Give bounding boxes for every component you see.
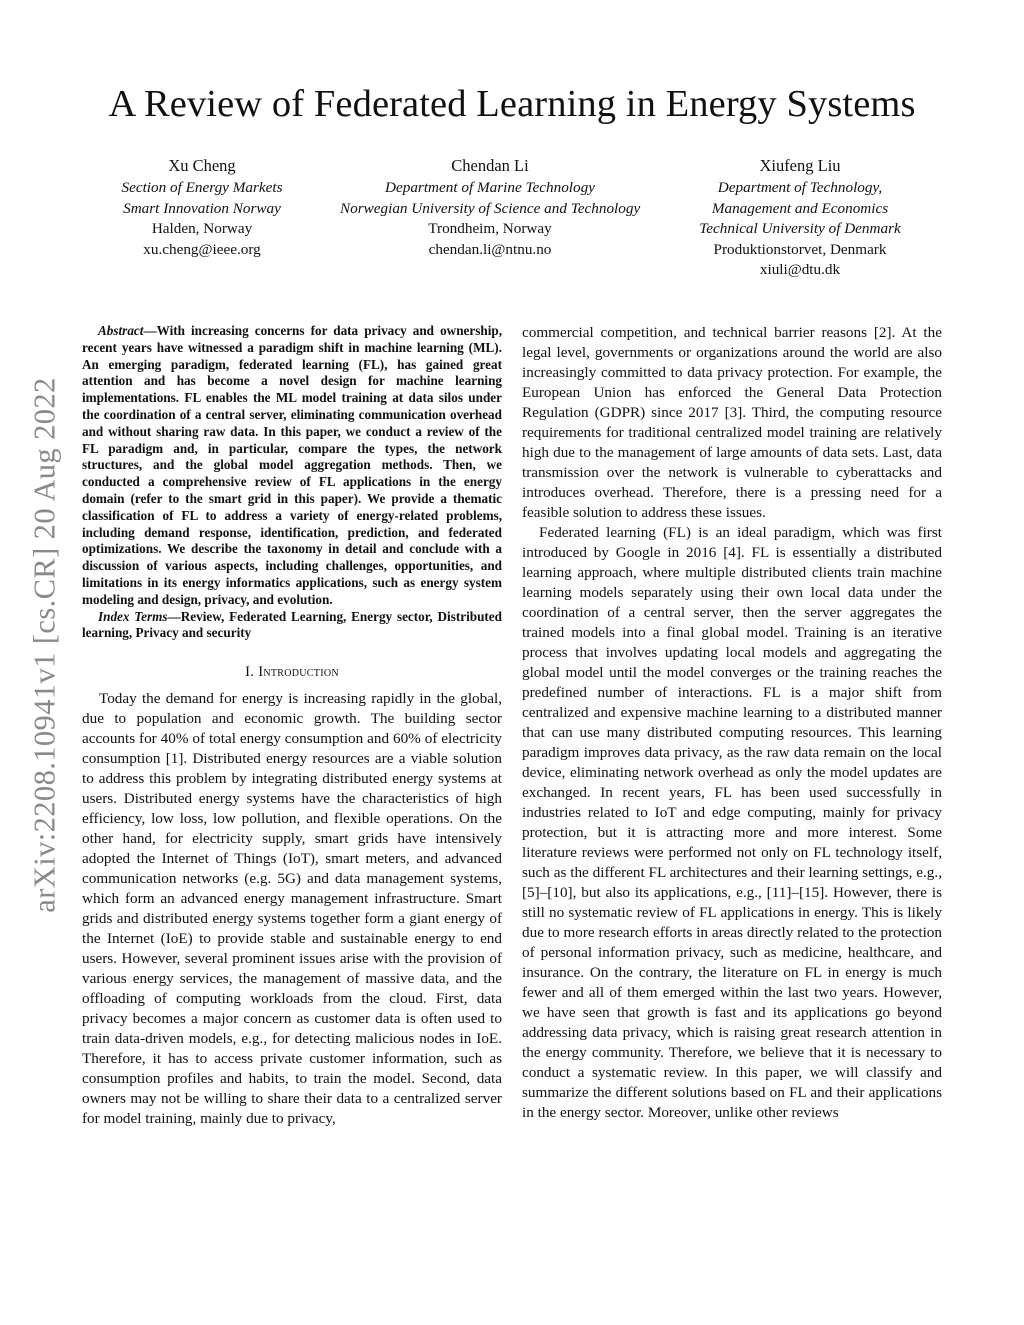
section-number: I.	[245, 664, 255, 681]
body-paragraph: Today the demand for energy is increasing rapidly in the global, due to population and economic growth. The building sector accounts for 40% of total energy consumption and 60% of electricity consumption [1]. Distributed energy resources are a viable solution to address this problem by integrating distributed energy systems at users. Distributed energy systems have the characteristics of high efficiency, low loss, low pollution, and flexible operations. On the other hand, for electricity supply, smart grids have intensively adopted the Internet of Things (IoT), smart meters, and advanced communication networks (e.g. 5G) and data management systems, which form an advanced energy management infrastructure. Smart grids and distributed energy systems together form a giant energy of the Internet (IoE) to provide stable and sustainable energy to end users. However, several prominent issues arise with the provision of various energy services, the management of massive data, and the offloading of computing workloads from the cloud. First, data privacy becomes a major concern as customer data is often used to train data-driven models, e.g., for detecting malicious nodes in IoE. Therefore, it has to access private customer information, such as consumption profiles and habits, to train the model. Second, data owners may not be willing to share their data to a centralized server for model training, mainly due to privacy,	[82, 690, 502, 1128]
section-heading-introduction	[82, 664, 502, 681]
author-affiliation: Management and Economics	[711, 199, 889, 217]
author-email: chendan.li@ntnu.no	[428, 240, 552, 258]
body-paragraph: commercial competition, and technical barrier reasons [2]. At the legal level, governments or organizations around the world are also increasingly committed to data privacy protection. For example, the European Union has enforced the General Data Protection Regulation (GDPR) since 2017 [3]. Third, the computing resource requirements for traditional centralized model training are relatively high due to the management of large amounts of data sets. Last, data transmission over the network is vulnerable to cyberattacks and introduces overhead. Therefore, there is a pressing need for a feasible solution to address these issues.	[522, 324, 942, 521]
arxiv-stamp-text: arXiv:2208.10941v1 [cs.CR] 20 Aug 2022	[27, 377, 62, 913]
author-affiliation: Technical University of Denmark	[699, 220, 901, 238]
author-name: Chendan Li	[451, 156, 529, 175]
author-affiliation: Department of Marine Technology	[385, 179, 595, 196]
left-column	[82, 323, 502, 1129]
index-terms-text: —Review, Federated Learning, Energy sector, Distributed learning, Privacy and security	[82, 608, 502, 641]
index-terms-label: Index Terms	[98, 608, 168, 624]
abstract	[82, 323, 502, 609]
body-paragraph: Federated learning (FL) is an ideal paradigm, which was first introduced by Google in 2016 [4]. FL is essentially a distributed learning approach, where multiple distributed clients train machine learning models separately using their own local data under the coordination of a central server, then the server aggregates the trained models into a final global model. Training is an iterative process that involves updating local models and aggregating the global model until the model converges or the training reaches the predefined number of interactions. FL is a major shift from centralized and expensive machine learning to a distributed manner that can use many distributed computing resources. This learning paradigm improves data privacy, as the raw data remain on the local device, eliminating network overhead as only the model updates are exchanged. In recent years, FL has been used successfully in industries related to IoT and edge computing, mainly for privacy protection, but it is attracting more and more interest. Some literature reviews were performed not only on FL technology itself, such as the different FL architectures and their learning settings, e.g., [5]–[10], but also its applications, e.g., [11]–[15]. However, there is still no systematic review of FL applications in energy. This is likely due to more research efforts in areas directly related to the protection of personal information privacy, such as medicine, healthcare, and insurance. On the contrary, the literature on FL in energy is much fewer and all of them emerged within the last two years. However, we have seen that growth is fast and its applications go beyond addressing data privacy, which is raising great research attention in the energy community. Therefore, we believe that it is necessary to conduct a systematic review. In this paper, we will classify and summarize the different solutions based on FL and their applications in the energy sector. Moreover, unlike other reviews	[522, 524, 942, 1121]
index-terms	[82, 609, 502, 643]
author-location: Halden, Norway	[151, 220, 253, 238]
abstract-text: —With increasing concerns for data privacy and ownership, recent years have witnessed a paradigm shift in machine learning (ML). An emerging paradigm, federated learning (FL), has gained great attention and has become a novel design for machine learning implementations. FL enables the ML model training at data silos under the coordination of a central server, eliminating communication overhead and without sharing raw data. In this paper, we conduct a review of the FL paradigm and, in particular, compare the types, the network structures, and the global model aggregation methods. Then, we conducted a comprehensive review of FL applications in the energy domain (refer to the smart grid in this paper). We provide a thematic classification of FL to address a variety of energy-related problems, including demand response, identification, prediction, and federated optimizations. We describe the taxonomy in detail and conclude with a discussion of various aspects, including challenges, opportunities, and limitations in its energy informatics applications, such as energy system modeling and design, privacy, and evolution.	[82, 323, 502, 607]
author-name: Xu Cheng	[168, 156, 236, 175]
author-affiliation: Section of Energy Markets	[121, 179, 283, 196]
paper-title: A Review of Federated Learning in Energy Systems	[108, 83, 916, 125]
section-title: Introduction	[258, 664, 339, 681]
author-2	[340, 154, 640, 260]
author-3	[665, 154, 935, 281]
author-location: Produktionstorvet, Denmark	[713, 240, 887, 258]
author-location: Trondheim, Norway	[428, 220, 552, 238]
author-email: xu.cheng@ieee.org	[143, 240, 261, 258]
author-affiliation: Norwegian University of Science and Technology	[340, 199, 641, 217]
author-block	[40, 154, 1000, 294]
author-name: Xiufeng Liu	[759, 156, 841, 175]
author-affiliation: Smart Innovation Norway	[123, 199, 281, 217]
author-1	[62, 154, 342, 260]
author-affiliation: Department of Technology,	[717, 179, 883, 196]
author-email: xiuli@dtu.dk	[759, 261, 841, 279]
arxiv-stamp	[20, 345, 70, 945]
abstract-label: Abstract	[98, 323, 144, 338]
right-column	[522, 323, 942, 1123]
